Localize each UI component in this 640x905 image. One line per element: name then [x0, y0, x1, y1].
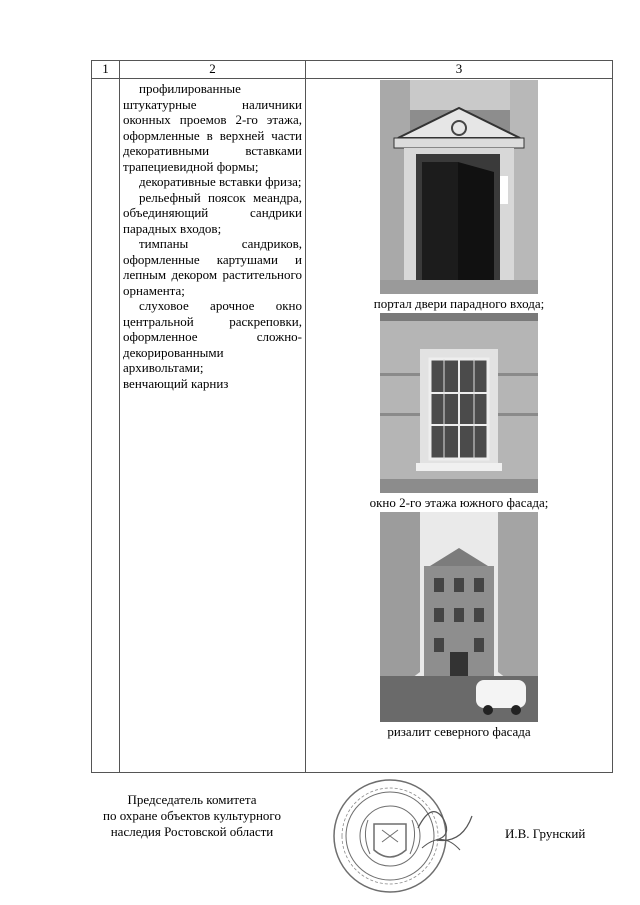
official-seal-stamp: [322, 770, 482, 900]
column-header-1: 1: [92, 61, 120, 79]
photos-cell: [306, 79, 613, 773]
column-header-3: 3: [306, 61, 613, 79]
list-item: профилированные штукатурные наличники оконных проемов 2-го этажа, оформленные в верхней части декоративными вставками трапециевидной формы;: [123, 81, 302, 174]
list-item: рельефный поясок меандра, объединяющий сандрики парадных входов;: [123, 189, 302, 236]
north-facade-photo: [380, 512, 538, 722]
list-item: венчающий карниз: [123, 375, 229, 391]
signatory-name: И.В. Грунский: [505, 826, 586, 841]
heritage-elements-table: [91, 60, 613, 773]
description-cell: [120, 79, 306, 773]
signatory-title-line: Председатель комитета: [127, 792, 257, 807]
signatory-title: [82, 792, 302, 840]
signatory-title-line: наследия Ростовской области: [110, 824, 274, 839]
signatory-title-line: по охране объектов культурного: [103, 808, 281, 823]
door-portal-photo: [380, 80, 538, 294]
list-item: тимпаны сандриков, оформленные картушами и лепным декором растительного орнамента;: [123, 236, 302, 298]
list-item: слуховое арочное окно центральной раскреповки, оформленное сложно-декорированными архивольтами;: [123, 298, 302, 375]
photo-caption: ризалит северного фасада: [387, 724, 531, 739]
list-item: декоративные вставки фриза;: [139, 174, 302, 189]
photo-caption: окно 2-го этажа южного фасада;: [369, 495, 549, 510]
window-photo: [380, 313, 538, 493]
photo-caption: портал двери парадного входа;: [373, 296, 545, 311]
table-row: [92, 79, 613, 773]
row-number-cell: [92, 79, 120, 773]
table-header-row: [92, 61, 613, 79]
column-header-2: 2: [120, 61, 306, 79]
